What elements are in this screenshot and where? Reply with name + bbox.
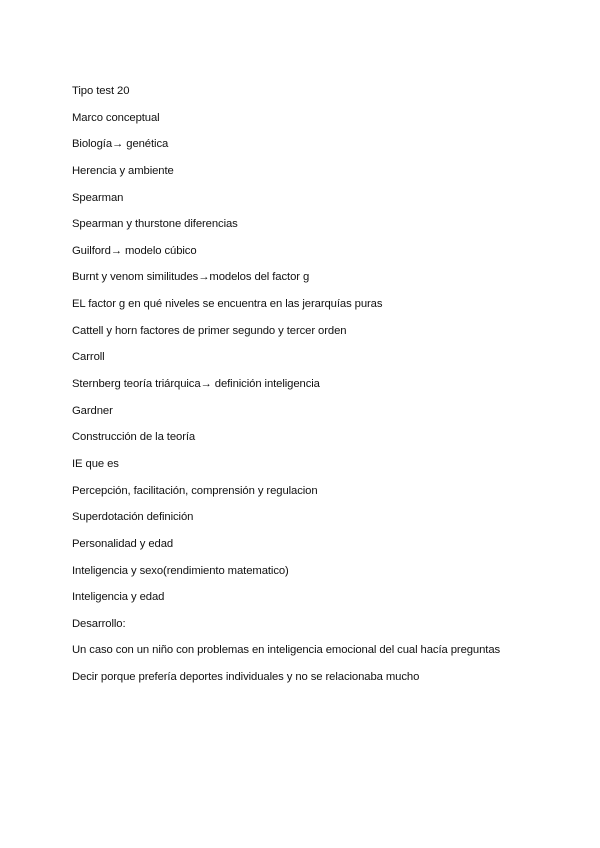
- text-line: Inteligencia y edad: [72, 591, 165, 604]
- text-lines: [72, 84, 592, 697]
- text-line: Cattell y horn factores de primer segundo y tercer orden: [72, 324, 347, 337]
- text-line: EL factor g en qué niveles se encuentra en las jerarquías puras: [72, 298, 383, 311]
- text-line: Guilford→ modelo cúbico: [72, 244, 197, 257]
- text-line: Herencia y ambiente: [72, 164, 174, 177]
- text-line: Superdotación definición: [72, 511, 194, 524]
- text-line: Sternberg teoría triárquica→ definición inteligencia: [72, 378, 320, 391]
- text-line: Marco conceptual: [72, 111, 160, 124]
- text-line: IE que es: [72, 457, 119, 470]
- text-line: Carroll: [72, 351, 105, 364]
- text-line: Inteligencia y sexo(rendimiento matematico): [72, 564, 289, 577]
- text-line: Desarrollo:: [72, 617, 126, 630]
- text-line: Percepción, facilitación, comprensión y regulacion: [72, 484, 318, 497]
- text-line: Tipo test 20: [72, 85, 130, 97]
- text-line: Personalidad y edad: [72, 537, 174, 550]
- text-line: Decir porque prefería deportes individuales y no se relacionaba mucho: [72, 671, 420, 684]
- text-line: Construcción de la teoría: [72, 431, 196, 444]
- text-line: Gardner: [72, 404, 113, 417]
- text-line: Spearman y thurstone diferencias: [72, 218, 238, 231]
- text-line: Biología→ genética: [72, 138, 169, 151]
- text-line: Spearman: [72, 191, 124, 204]
- text-line: Burnt y venom similitudes→modelos del factor g: [72, 271, 310, 284]
- text-line: Un caso con un niño con problemas en inteligencia emocional del cual hacía preguntas: [72, 644, 501, 657]
